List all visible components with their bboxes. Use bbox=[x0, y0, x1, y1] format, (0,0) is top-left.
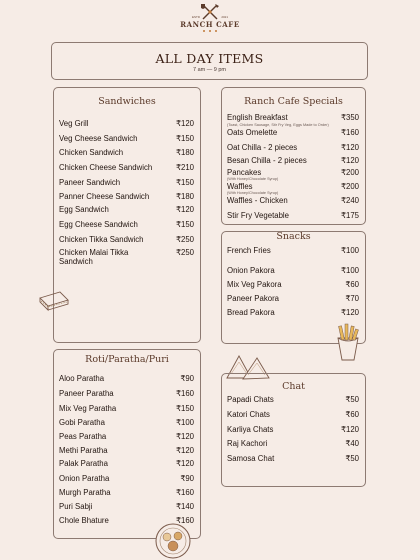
roti-paratha-section bbox=[53, 349, 201, 539]
specials-section bbox=[221, 87, 366, 225]
sandwiches-section bbox=[53, 87, 201, 343]
item-note: (With Honey/Chocolate Syrup) bbox=[227, 190, 279, 195]
menu-item: Gobi Paratha ₹100 bbox=[59, 418, 194, 427]
stars-divider-icon bbox=[195, 29, 225, 33]
brand-est-year: 2021 bbox=[221, 15, 228, 19]
menu-item: Egg Cheese Sandwich ₹150 bbox=[59, 220, 194, 229]
menu-item: French Fries ₹100 bbox=[227, 246, 359, 255]
menu-item: Papadi Chats ₹50 bbox=[227, 395, 359, 404]
menu-item: Chole Bhature ₹160 bbox=[59, 516, 194, 525]
menu-item: Panner Cheese Sandwich ₹180 bbox=[59, 192, 194, 201]
menu-item: Palak Paratha ₹120 bbox=[59, 459, 194, 468]
menu-item: Paneer Sandwich ₹150 bbox=[59, 178, 194, 187]
menu-item: Mix Veg Pakora ₹60 bbox=[227, 280, 359, 289]
menu-item: Murgh Paratha ₹160 bbox=[59, 488, 194, 497]
header-panel bbox=[51, 42, 368, 80]
menu-item: Besan Chilla - 2 pieces ₹120 bbox=[227, 156, 359, 165]
menu-item: Aloo Paratha ₹90 bbox=[59, 374, 194, 383]
section-title: Chat bbox=[282, 381, 305, 392]
thali-plate-icon bbox=[154, 522, 192, 560]
menu-item: Samosa Chat ₹50 bbox=[227, 454, 359, 463]
section-title: Ranch Cafe Specials bbox=[244, 96, 343, 107]
menu-item: Paneer Paratha ₹160 bbox=[59, 389, 194, 398]
menu-item: Peas Paratha ₹120 bbox=[59, 432, 194, 441]
brand-est-label: ESTD bbox=[192, 15, 201, 19]
page-title: ALL DAY ITEMS bbox=[155, 51, 264, 66]
section-title: Sandwiches bbox=[98, 96, 156, 107]
menu-item: Stir Fry Vegetable ₹175 bbox=[227, 211, 359, 220]
menu-item: Chicken Cheese Sandwich ₹210 bbox=[59, 163, 194, 172]
menu-item: Chicken Tikka Sandwich ₹250 bbox=[59, 235, 194, 244]
menu-item: Paneer Pakora ₹70 bbox=[227, 294, 359, 303]
menu-item: Mix Veg Paratha ₹150 bbox=[59, 404, 194, 413]
menu-item: Katori Chats ₹60 bbox=[227, 410, 359, 419]
menu-item: Veg Cheese Sandwich ₹150 bbox=[59, 134, 194, 143]
item-note: (With Honey/Chocolate Syrup) bbox=[227, 177, 279, 181]
menu-item: Karliya Chats ₹120 bbox=[227, 425, 359, 434]
menu-item: Onion Pakora ₹100 bbox=[227, 266, 359, 275]
brand-name: RANCH CAFE bbox=[180, 20, 240, 29]
menu-item: Onion Paratha ₹90 bbox=[59, 474, 194, 483]
menu-item: English Breakfast ₹350 bbox=[227, 113, 359, 122]
french-fries-icon bbox=[332, 322, 364, 362]
item-note: (Toast, Chicken Sausage, Stir Fry Veg, Eggs Made to Order) bbox=[227, 122, 329, 127]
menu-item: Pancakes ₹200 bbox=[227, 168, 359, 177]
menu-item: Waffles ₹200 bbox=[227, 182, 359, 191]
menu-item: Oat Chilla - 2 pieces ₹120 bbox=[227, 143, 359, 152]
menu-item: Veg Grill ₹120 bbox=[59, 119, 194, 128]
section-title: Snacks bbox=[276, 231, 311, 242]
chat-section bbox=[221, 373, 366, 487]
menu-item: Oats Omelette ₹160 bbox=[227, 128, 359, 137]
sandwich-sketch-icon bbox=[38, 290, 70, 312]
section-title: Roti/Paratha/Puri bbox=[85, 354, 169, 365]
crossed-utensils-icon bbox=[197, 3, 223, 21]
menu-item: Methi Paratha ₹120 bbox=[59, 446, 194, 455]
menu-item: Chicken Malai Tikka Sandwich ₹250 bbox=[59, 248, 194, 266]
menu-item: Puri Sabji ₹140 bbox=[59, 502, 194, 511]
menu-item: Egg Sandwich ₹120 bbox=[59, 205, 194, 214]
brand-logo bbox=[175, 3, 245, 37]
menu-item: Bread Pakora ₹120 bbox=[227, 308, 359, 317]
menu-item: Raj Kachori ₹40 bbox=[227, 439, 359, 448]
menu-item: Waffles - Chicken ₹240 bbox=[227, 196, 359, 205]
hours-text: 7 am — 9 pm bbox=[192, 67, 226, 73]
menu-item: Chicken Sandwich ₹180 bbox=[59, 148, 194, 157]
